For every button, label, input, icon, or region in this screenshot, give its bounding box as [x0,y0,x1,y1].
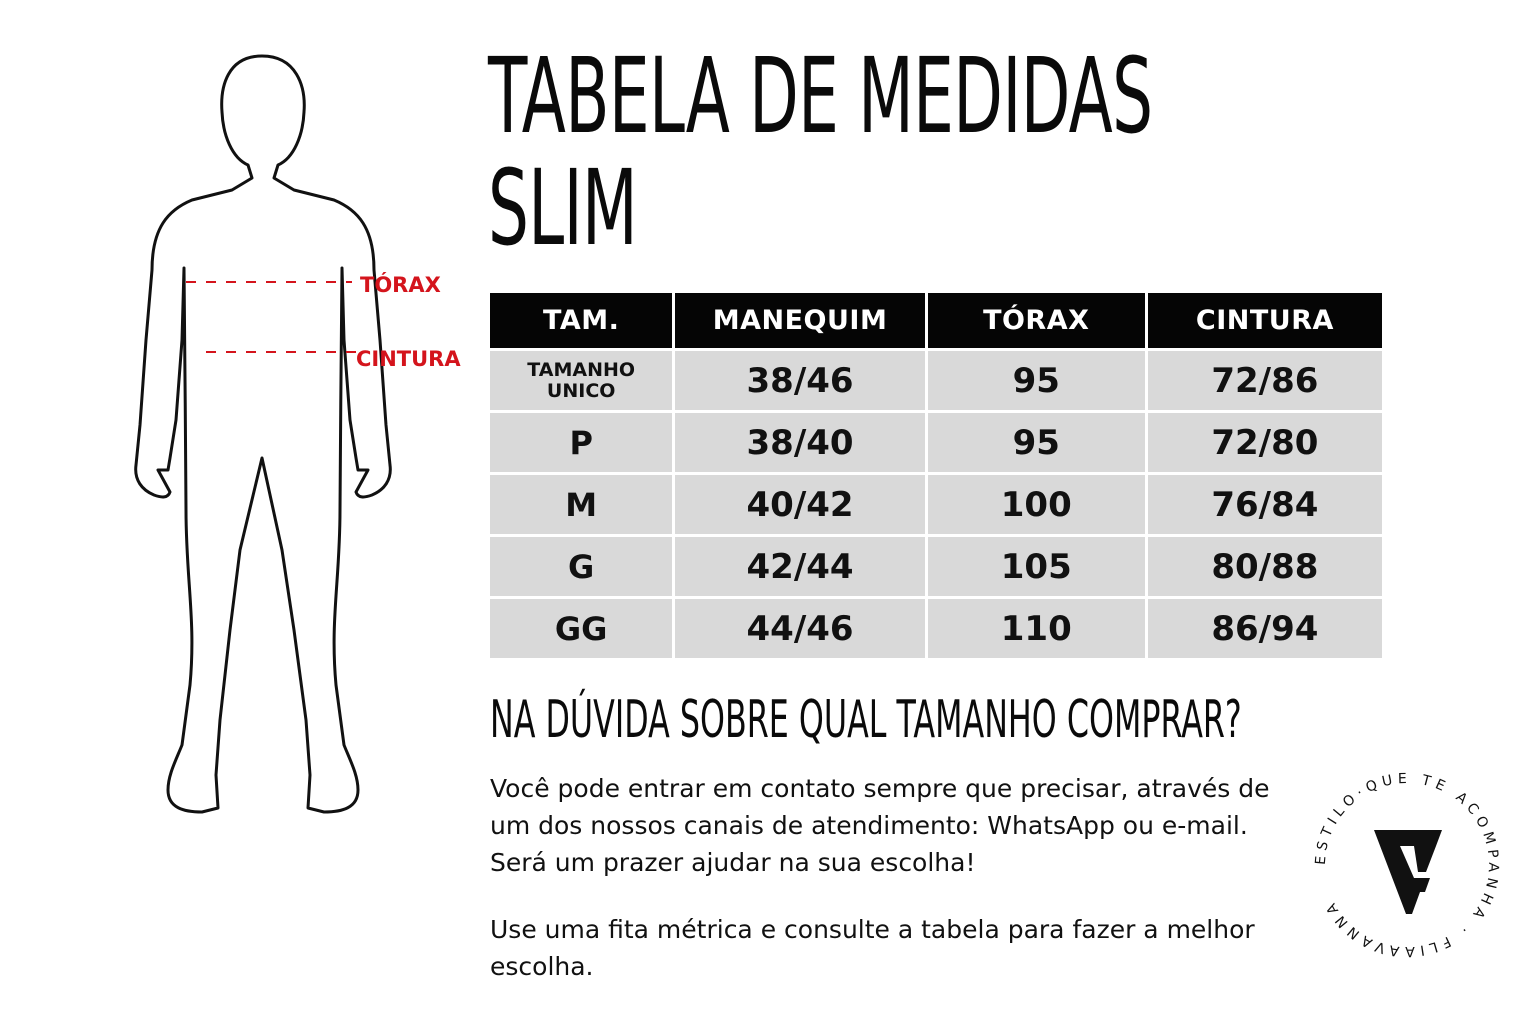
torax-cell: 100 [928,475,1145,534]
size-table [487,290,1385,661]
size-label-line2: UNICO [546,379,616,402]
cintura-cell: 86/94 [1148,599,1382,658]
table-row [490,413,1382,472]
torax-cell: 105 [928,537,1145,596]
manequim-cell: 38/40 [675,413,924,472]
manequim-cell: 42/44 [675,537,924,596]
size-label-line1: TAMANHO [527,358,636,381]
body-measurement-figure [120,40,490,830]
size-table-header-row [490,293,1382,348]
torax-cell: 95 [928,413,1145,472]
table-row [490,599,1382,658]
f-logo-mark [1374,830,1442,914]
page-title-line2: SLIM [488,147,638,269]
size-cell: GG [490,599,672,658]
cintura-cell: 80/88 [1148,537,1382,596]
page-title [488,35,1153,269]
manequim-cell: 38/46 [675,351,924,410]
header-tam: TAM. [490,293,672,348]
header-manequim: MANEQUIM [675,293,924,348]
table-row [490,351,1382,410]
seal-ring-text: ESTILO·QUE TE ACOMPANHA · FLIAAVANNA [1312,770,1502,960]
help-contact-paragraph: Você pode entrar em contato sempre que precisar, através de um dos nossos canais de atendimento: WhatsApp ou e-mail. Será um prazer ajudar na sua escolha! [490,774,1270,877]
torax-cell: 95 [928,351,1145,410]
size-cell: P [490,413,672,472]
manequim-cell: 40/42 [675,475,924,534]
cintura-cell: 76/84 [1148,475,1382,534]
torax-cell: 110 [928,599,1145,658]
table-row [490,537,1382,596]
brand-f-logo-icon [1302,760,1512,970]
help-heading: NA DÚVIDA SOBRE QUAL TAMANHO COMPRAR? [490,690,1242,750]
torax-guide-label: TÓRAX [360,273,441,297]
table-row [490,475,1382,534]
page-title-line1: TABELA DE MEDIDAS [488,35,1153,157]
cintura-cell: 72/80 [1148,413,1382,472]
size-cell: G [490,537,672,596]
header-cintura: CINTURA [1148,293,1382,348]
brand-seal [1302,760,1512,970]
size-cell: M [490,475,672,534]
size-cell [490,351,672,410]
help-measure-paragraph: Use uma fita métrica e consulte a tabela para fazer a melhor escolha. [490,915,1255,981]
header-torax: TÓRAX [928,293,1145,348]
manequim-cell: 44/46 [675,599,924,658]
body-silhouette-icon [120,40,490,830]
cintura-cell: 72/86 [1148,351,1382,410]
cintura-guide-label: CINTURA [356,347,461,371]
